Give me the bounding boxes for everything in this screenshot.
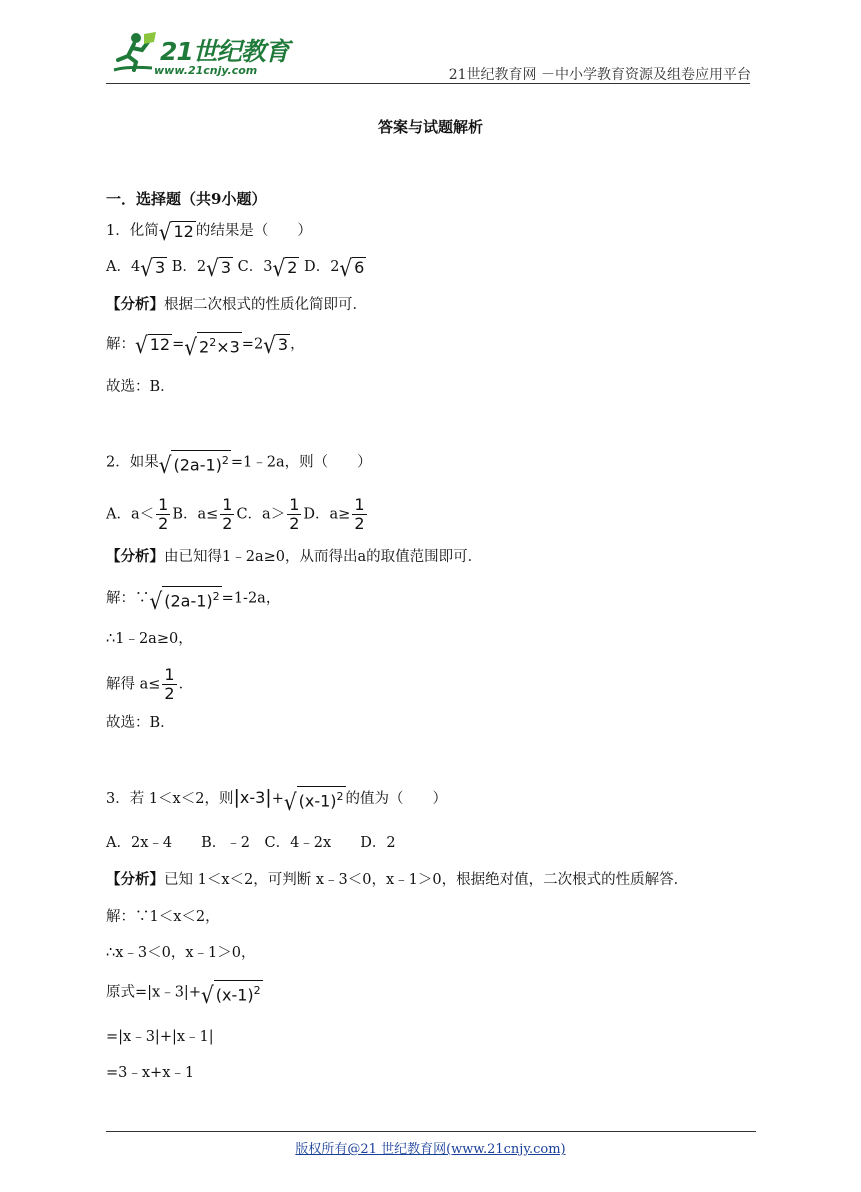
logo-text: 21世纪教育 (160, 37, 289, 66)
question-1-answer: 故选：B． (106, 379, 175, 395)
question-2-solution: 解：∵ √ $(2a-1)^2$ =1-2a， (106, 587, 281, 616)
document-title: 答案与试题解析 (377, 118, 483, 136)
question-1-options: A．4 √ 3 B．2 √ 3 C．3 √ 2 D．2 √ 6 (106, 253, 365, 282)
question-2-step: ∴1﹣2a≥0， (106, 631, 193, 647)
runner-logo-icon (108, 30, 158, 78)
footer-copyright-link[interactable]: 版权所有@21 世纪教育网(www.21cnjy.com) (295, 1142, 566, 1157)
logo-url: www.21cnjy.com (154, 64, 258, 77)
question-3-solution-4: =|x﹣3|+|x﹣1| (106, 1029, 214, 1045)
question-3-options: A．2x﹣4 B．﹣2 C．4﹣2x D．2 (106, 835, 396, 851)
question-2-stem: 2．如果 √ $(2a-1)^2$ =1﹣2a，则（ ） (106, 451, 372, 480)
question-3-solution-3: 原式=|x﹣3|+ √ $(x-1)^2$ (106, 981, 261, 1010)
site-tagline: 21世纪教育网 －中小学教育资源及组卷应用平台 (448, 67, 751, 83)
question-1-solution: 解： √ 12 = √ $2^2\times 3$ =2 √ 3 ， (106, 331, 305, 362)
footer-divider (106, 1131, 756, 1132)
section-heading: 一．选择题（共9小题） (106, 190, 267, 208)
header-divider (106, 83, 750, 84)
question-3-solution-1: 解：∵1＜x＜2， (106, 909, 220, 925)
question-1-stem: 1．化简 √ 12 的结果是（ ） (106, 217, 312, 246)
question-3-analysis: 【分析】已知 1＜x＜2，可判断 x﹣3＜0，x﹣1＞0，根据绝对值，二次根式的性质解答． (106, 871, 689, 888)
question-2-answer: 故选：B． (106, 715, 175, 731)
question-2-options: A．a＜ $\frac{1}{2}$ B．a≤ $\frac{1}{2}$ C．a＞ $\frac{1}{2}$ D．a≥ $\frac{1}{2}$ (106, 495, 365, 533)
question-3-stem: 3．若 1＜x＜2，则|x-3|+ √ $(x-1)^2$ 的值为（ ） (106, 786, 448, 816)
question-3-solution-5: =3﹣x+x﹣1 (106, 1065, 195, 1081)
question-2-result: 解得 a≤ $\frac{1}{2}$ ． (106, 665, 194, 703)
question-3-solution-2: ∴x﹣3＜0，x﹣1＞0， (106, 945, 256, 961)
question-2-analysis: 【分析】由已知得1﹣2a≥0，从而得出a的取值范围即可． (106, 548, 483, 565)
question-1-analysis: 【分析】根据二次根式的性质化简即可． (106, 296, 367, 313)
site-logo (108, 30, 289, 80)
